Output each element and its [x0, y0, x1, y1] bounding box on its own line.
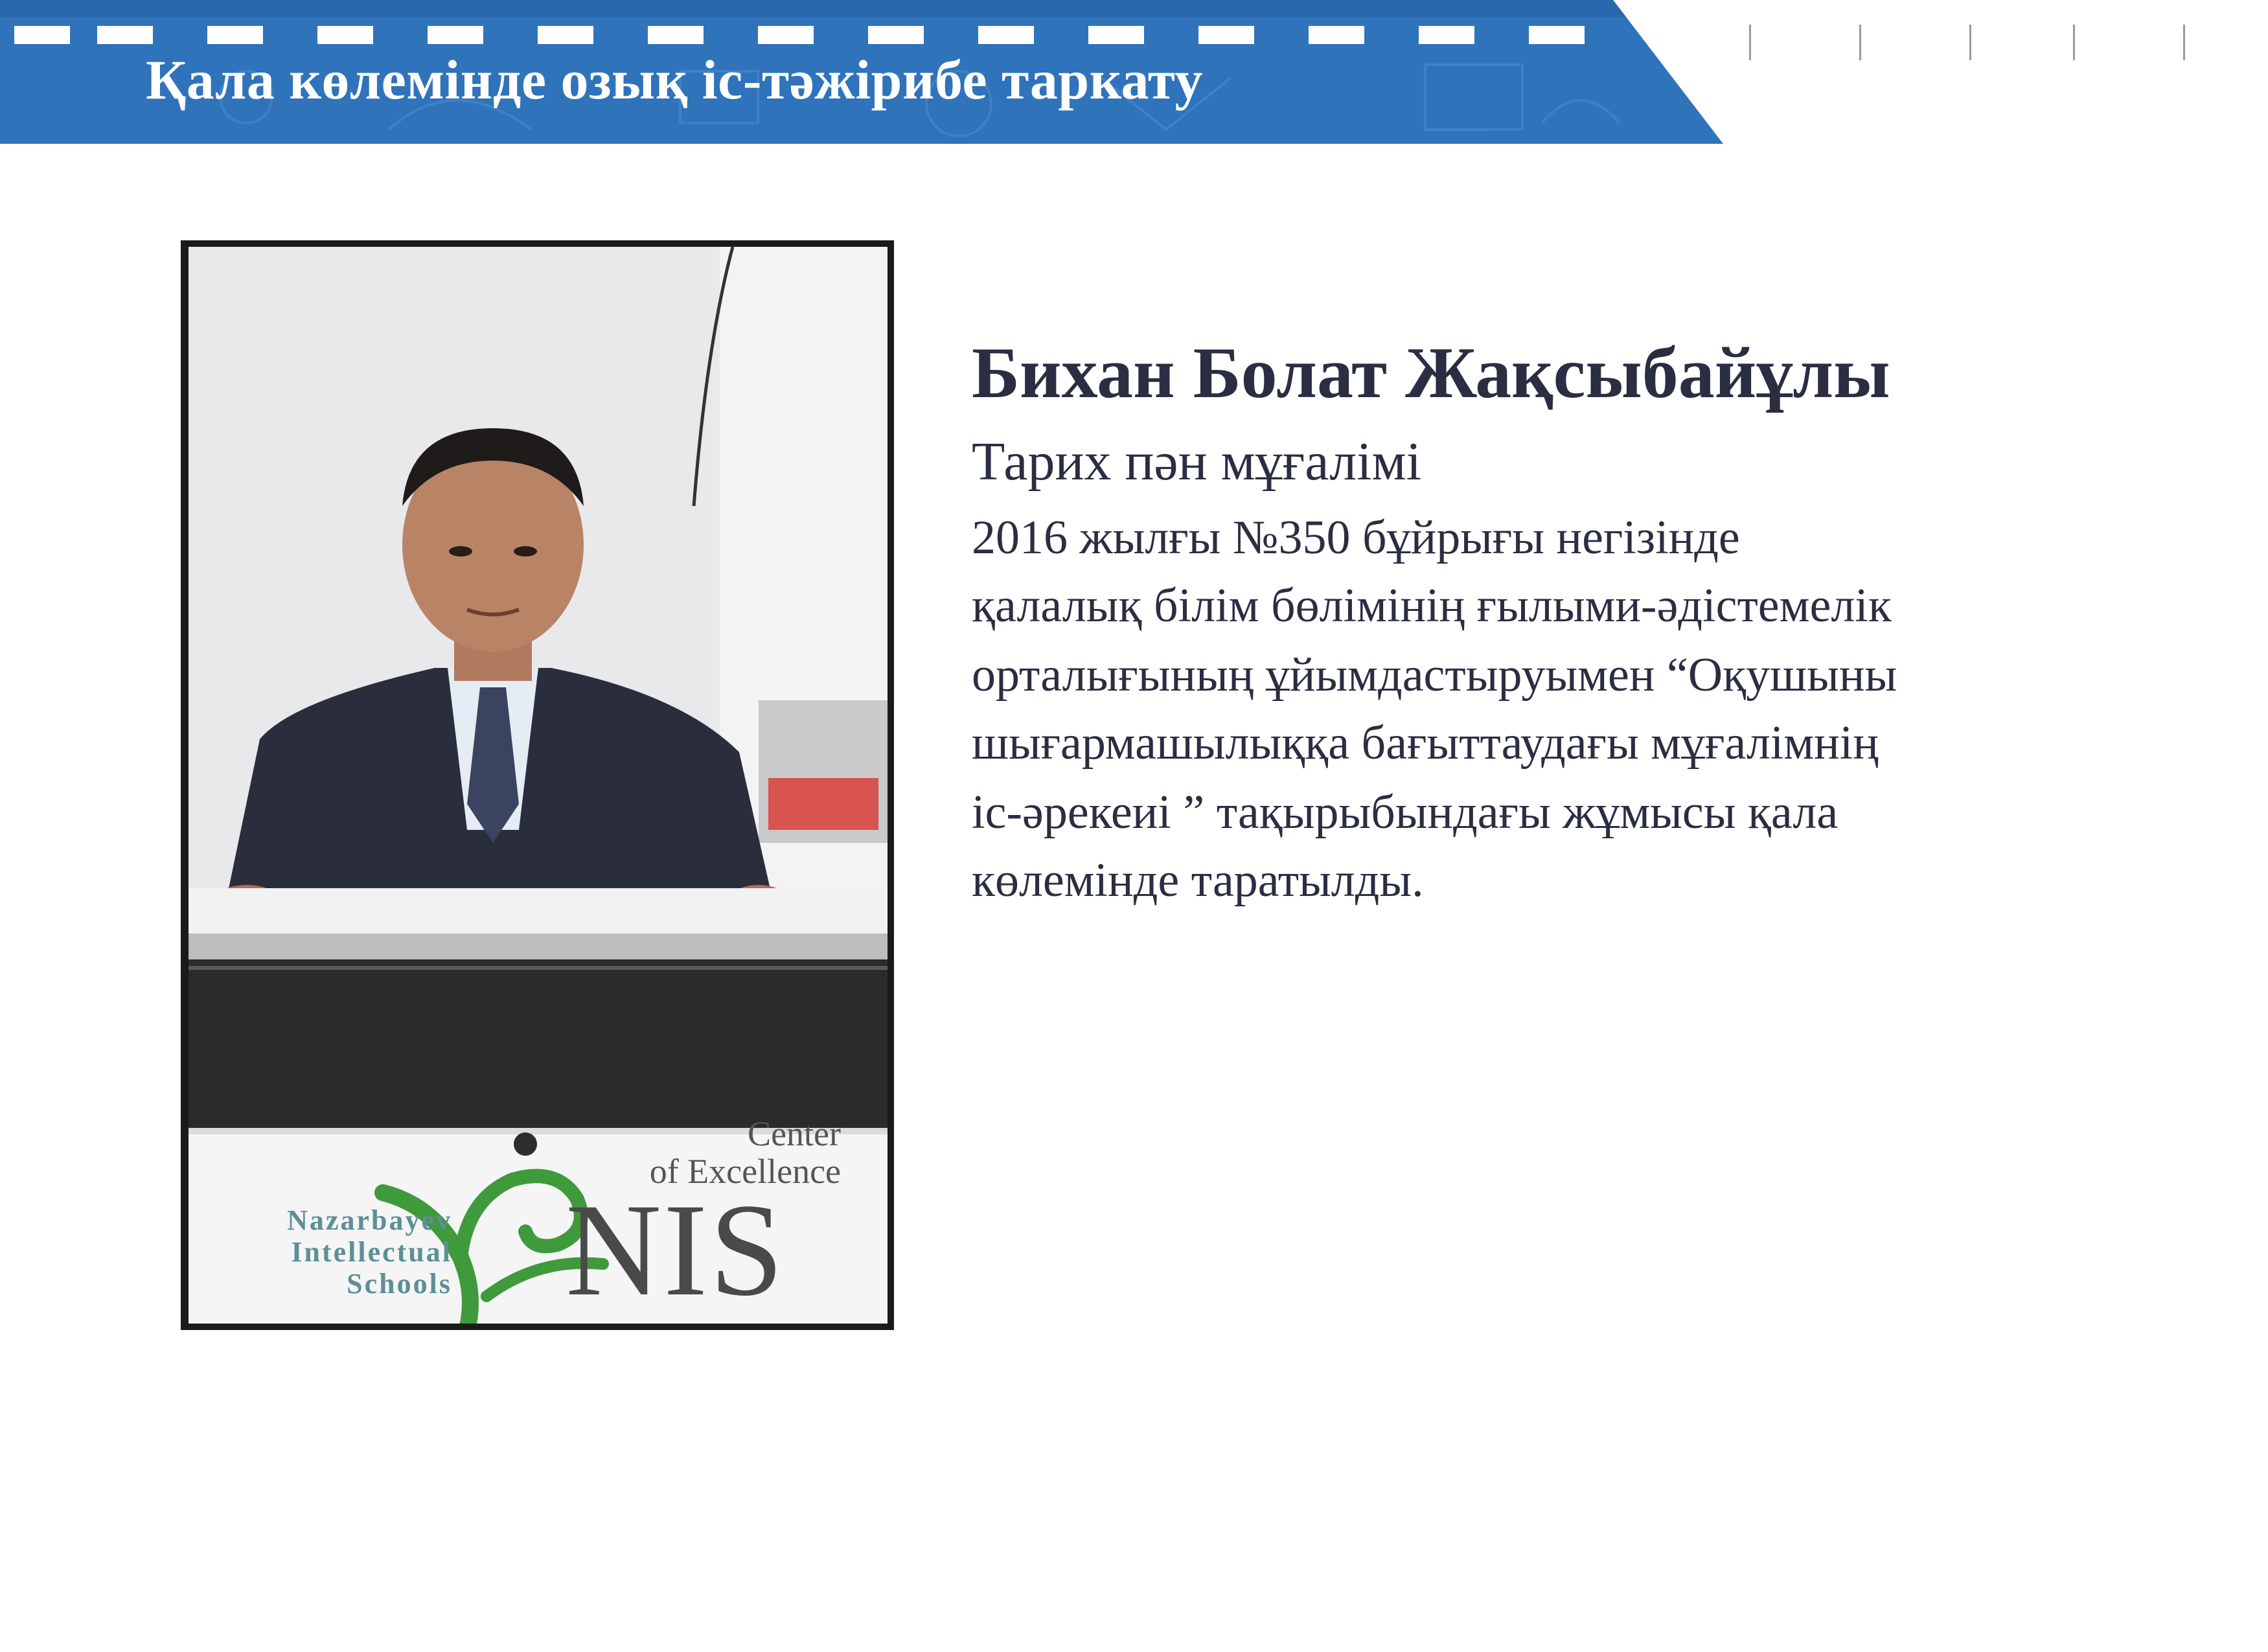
- nis-center-line: Center: [748, 1114, 841, 1153]
- header-banner: [0, 0, 1723, 144]
- teacher-photo-frame: [181, 240, 894, 1330]
- banner-title: Қала көлемінде озық іс-тәжірибе таркату: [146, 49, 1203, 111]
- description-line: орталығының ұйымдастыруымен “Оқушыны: [972, 648, 1897, 702]
- description-line: көлемінде таратылды.: [972, 854, 1424, 907]
- nis-center-line: of Excellence: [649, 1152, 841, 1191]
- scan-mark: [1859, 25, 1861, 60]
- scan-mark: [2073, 25, 2075, 60]
- description-line: іс-әрекеиі ” тақырыбындағы жұмысы қала: [972, 786, 1838, 839]
- scan-mark: [1749, 25, 1751, 60]
- nis-left-line: Intellectual: [291, 1236, 452, 1268]
- nis-school-name: [229, 1204, 452, 1300]
- nis-left-line: Schools: [347, 1268, 452, 1300]
- teacher-role: Тарих пән мұғалімі: [972, 431, 1422, 492]
- description-line: 2016 жылғы №350 бұйрығы негізінде: [972, 511, 1740, 564]
- teacher-name: Бихан Болат Жақсыбайұлы: [972, 333, 1890, 413]
- nis-logo-text: NIS: [566, 1176, 786, 1324]
- description-line: қалалық білім бөлімінің ғылыми-әдістемелік: [972, 579, 1892, 632]
- scan-mark: [1969, 25, 1971, 60]
- teacher-photo: [189, 247, 888, 1324]
- scan-mark: [2183, 25, 2185, 60]
- nis-left-line: Nazarbayev: [287, 1204, 452, 1236]
- description-line: шығармашылыққа бағыттаудағы мұғалімнің: [972, 717, 1879, 770]
